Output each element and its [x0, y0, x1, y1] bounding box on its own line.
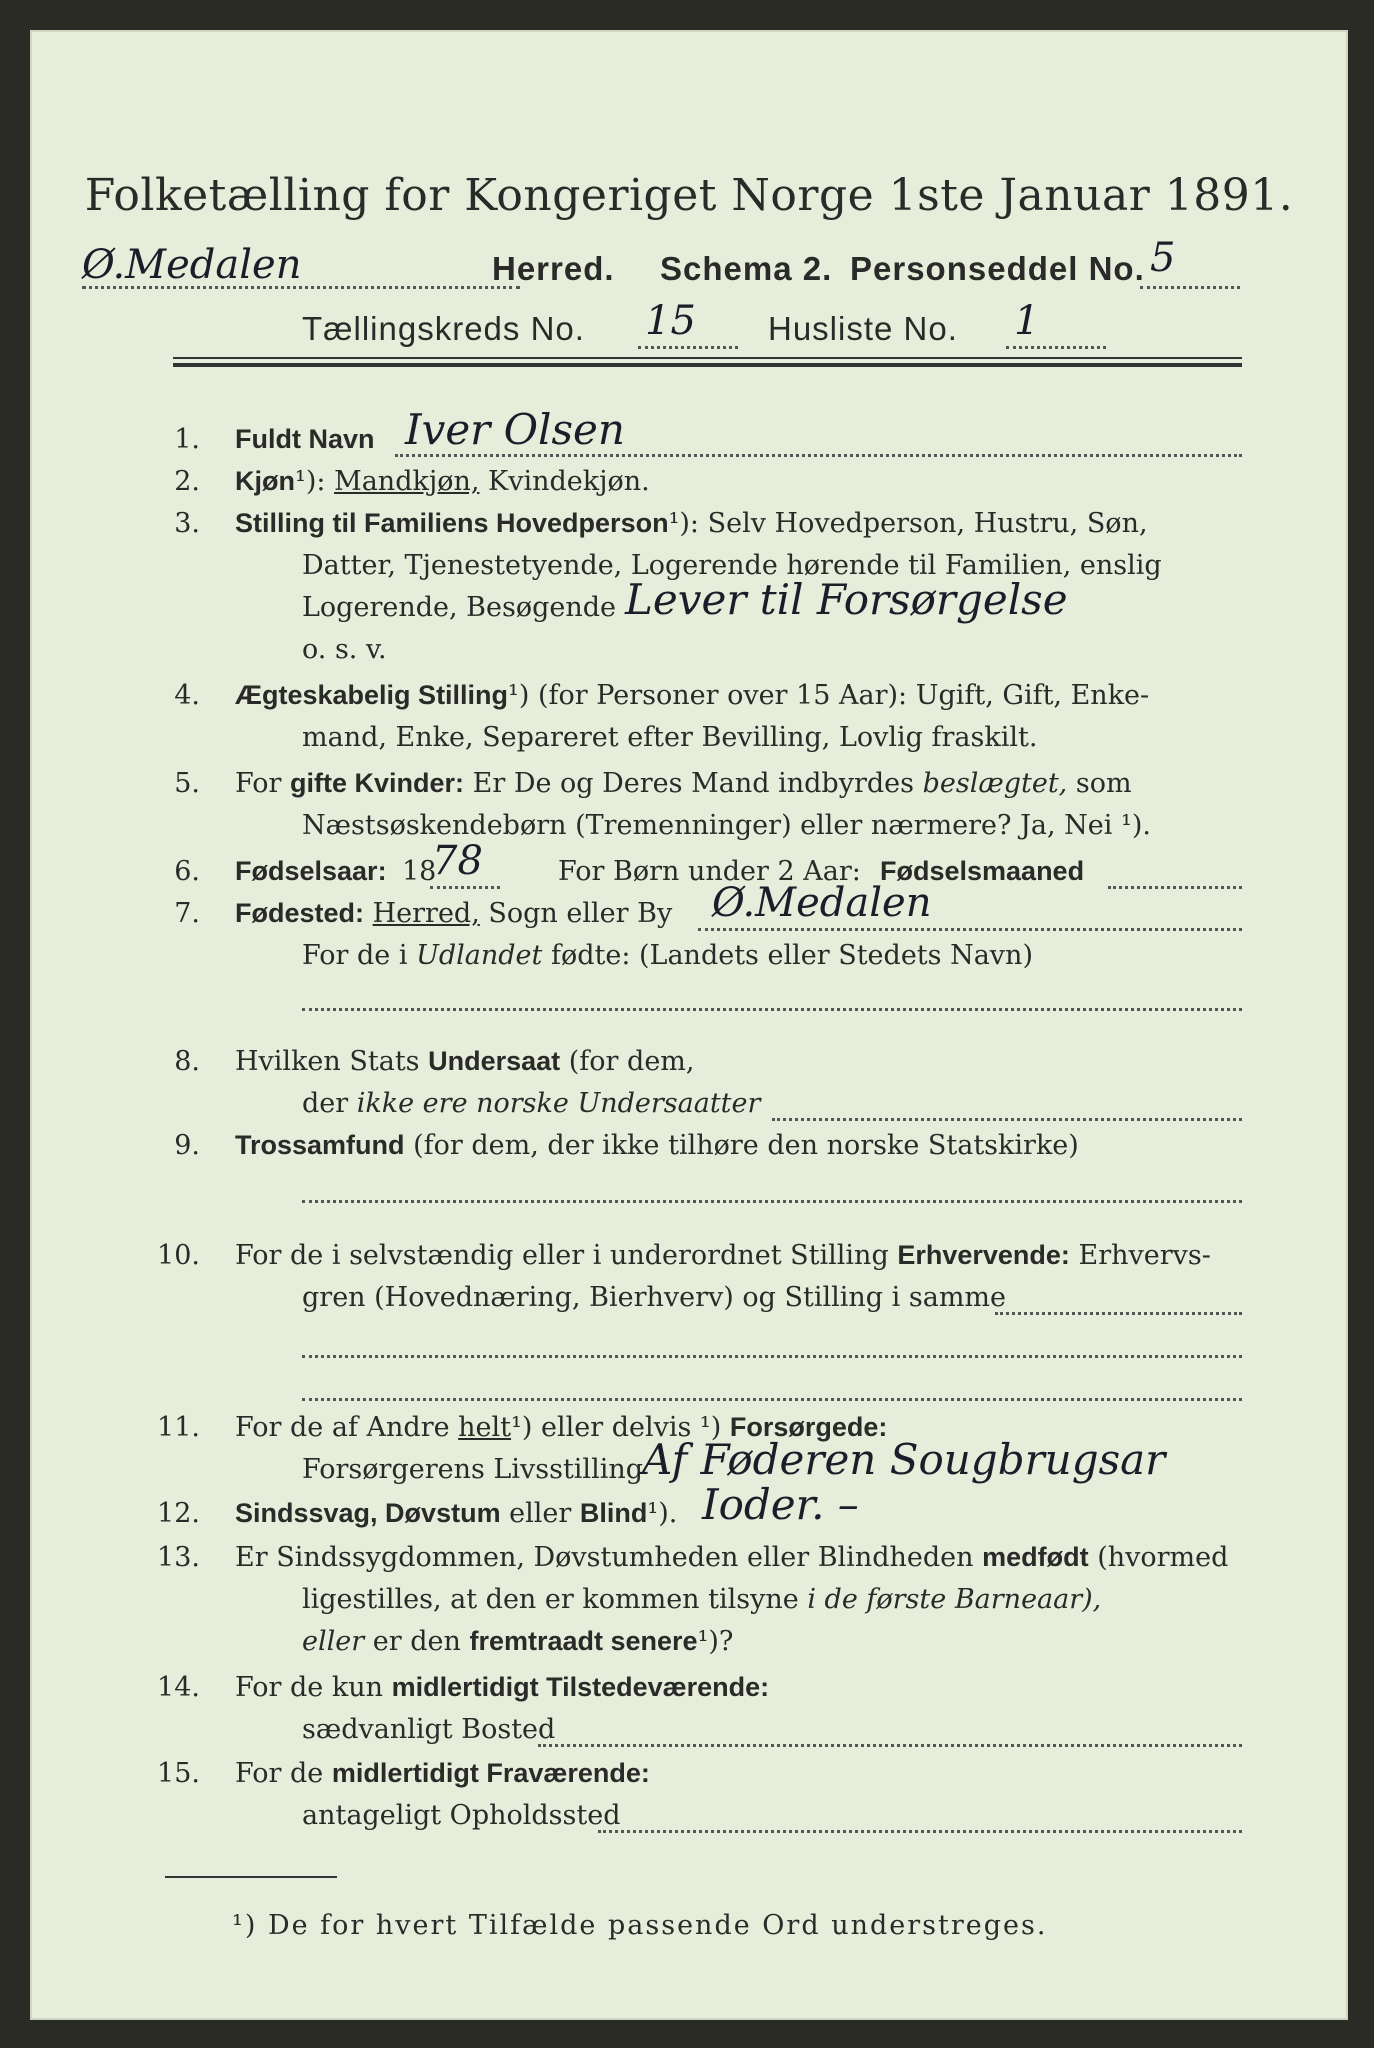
q2-line: [235, 466, 650, 497]
q10-dotted-line-2: [302, 1355, 1242, 1358]
husliste-label: Husliste No.: [768, 310, 958, 347]
husliste-handwritten: 1: [1014, 298, 1040, 344]
q10-dotted-line-1: [995, 1312, 1242, 1315]
q7-italic: Udlandet: [416, 940, 543, 971]
q13-text1: Er Sindssygdommen, Døvstumheden eller Blindheden: [235, 1542, 974, 1573]
q2-number: 2.: [174, 466, 200, 497]
q5-line1: [235, 768, 1132, 799]
q11-number: 11.: [157, 1412, 200, 1443]
personseddel-label: Personseddel No.: [850, 250, 1145, 287]
q13-line3: [302, 1626, 733, 1657]
q5-italic: beslægtet,: [922, 768, 1068, 799]
q15-label: midlertidigt Fraværende:: [331, 1758, 650, 1788]
q2-sup: ¹):: [295, 466, 326, 497]
q6-label2: Fødselsmaaned: [880, 856, 1085, 886]
q15-dotted-line: [598, 1830, 1242, 1833]
q8-line2: [302, 1088, 760, 1119]
q5-number: 5.: [174, 768, 200, 799]
q13-line2: [302, 1584, 1101, 1615]
form-title: Folketælling for Kongeriget Norge 1ste Januar 1891.: [84, 170, 1294, 221]
q8-line1: [235, 1046, 694, 1077]
header-rule-bottom: [173, 363, 1242, 367]
q4-label: Ægteskabelig Stilling: [235, 680, 509, 710]
q6-month-dotted-line: [1108, 886, 1242, 889]
kreds-handwritten: 15: [645, 298, 696, 344]
q10-label: Erhvervende:: [897, 1240, 1070, 1270]
q3-line2: Datter, Tjenestetyende, Logerende hørende til Familien, enslig: [302, 550, 1162, 581]
q12-handwritten: Ioder. –: [702, 1480, 859, 1529]
q14-number: 14.: [157, 1672, 200, 1703]
q11-handwritten: Af Føderen Sougbrugsar: [642, 1435, 1166, 1484]
q14-line2: sædvanligt Bosted: [302, 1714, 556, 1745]
q8-text1b: (for dem,: [568, 1046, 695, 1077]
q7-number: 7.: [174, 898, 200, 929]
q3-text1: ¹): Selv Hovedperson, Hustru, Søn,: [668, 508, 1148, 539]
q13-text2: ligestilles, at den er kommen tilsyne: [302, 1584, 799, 1615]
herred-label: Herred.: [492, 250, 615, 287]
q10-text1b: Erhvervs-: [1078, 1240, 1211, 1271]
kreds-dotted-line: [638, 346, 738, 349]
q7-text2b: fødte: (Landets eller Stedets Navn): [550, 940, 1033, 971]
q5-text1b: som: [1075, 768, 1132, 799]
q4-text1: ¹) (for Personer over 15 Aar): Ugift, Gift, Enke-: [508, 680, 1150, 711]
footnote-rule: [165, 1876, 337, 1878]
q10-dotted-line-3: [302, 1398, 1242, 1401]
q7-foreign-dotted-line: [302, 1008, 1242, 1011]
q7-line1: [235, 898, 672, 929]
q13-label2: fremtraadt senere: [469, 1626, 698, 1656]
q6-text: For Børn under 2 Aar:: [558, 856, 861, 887]
q7-text: Sogn eller By: [488, 898, 673, 929]
q3-line4: o. s. v.: [302, 634, 387, 665]
q3-handwritten: Lever til Forsørgelse: [625, 575, 1068, 624]
q13-text3: er den: [372, 1626, 461, 1657]
q12-label: Sindssvag, Døvstum: [235, 1498, 501, 1528]
q13-number: 13.: [157, 1542, 200, 1573]
q6-year-dotted-line: [430, 886, 500, 889]
q11-text1: For de af Andre: [235, 1412, 450, 1443]
q13-italic: i de første Barneaar),: [807, 1584, 1102, 1615]
q13-italic2: eller: [302, 1626, 365, 1657]
q5-line2: Næstsøskendebørn (Tremenninger) eller nærmere? Ja, Nei ¹).: [302, 810, 1151, 841]
q5-label: gifte Kvinder:: [290, 768, 465, 798]
q6-handwritten-year: 78: [432, 838, 483, 884]
q2-option-mandkjon: Mandkjøn,: [334, 466, 480, 497]
q14-text1: For de kun: [235, 1672, 383, 1703]
q7-dotted-line: [698, 928, 1242, 931]
q8-number: 8.: [174, 1046, 200, 1077]
footnote: ¹) De for hvert Tilfælde passende Ord understreges.: [232, 1910, 1048, 1941]
q2-option-kvindekjon: Kvindekjøn.: [488, 466, 650, 497]
kreds-label: Tællingskreds No.: [302, 310, 585, 347]
q10-line2: gren (Hovednæring, Bierhverv) og Stilling i samme: [302, 1282, 1007, 1313]
q10-number: 10.: [157, 1240, 200, 1271]
q4-line1: [235, 680, 1149, 711]
q13-line1: [235, 1542, 1228, 1573]
q7-handwritten-place: Ø.Medalen: [712, 880, 932, 926]
q12-number: 12.: [157, 1498, 200, 1529]
q3-label: Stilling til Familiens Hovedperson: [235, 508, 669, 538]
q11-option-helt: helt: [458, 1412, 512, 1443]
q7-text2a: For de i: [302, 940, 408, 971]
header-rule-top: [173, 357, 1242, 359]
q4-line2: mand, Enke, Separeret efter Bevilling, Lovlig fraskilt.: [302, 722, 1038, 753]
q7-option-herred: Herred,: [372, 898, 480, 929]
q6-label: Fødselsaar:: [235, 856, 387, 886]
personseddel-dotted-line: [1140, 286, 1240, 289]
q15-text1: For de: [235, 1758, 324, 1789]
q9-text: (for dem, der ikke tilhøre den norske Statskirke): [413, 1130, 1079, 1161]
q14-dotted-line: [538, 1744, 1242, 1747]
q5-pre: For: [235, 768, 282, 799]
q4-number: 4.: [174, 680, 200, 711]
q6-number: 6.: [174, 856, 200, 887]
q3-line1: [235, 508, 1148, 539]
q8-dotted-line: [772, 1118, 1242, 1121]
q8-italic: ikke ere norske Undersaatter: [356, 1088, 761, 1119]
q8-label: Undersaat: [428, 1046, 561, 1076]
q15-line1: [235, 1758, 650, 1789]
q6-prefix: 18: [402, 856, 437, 887]
q5-text1: Er De og Deres Mand indbyrdes: [472, 768, 914, 799]
q12-sup: ¹).: [647, 1498, 678, 1529]
schema-label: Schema 2.: [660, 250, 833, 287]
q15-line2: antageligt Opholdssted: [302, 1800, 621, 1831]
q7-label: Fødested:: [235, 898, 365, 928]
personseddel-handwritten: 5: [1150, 235, 1176, 281]
q1-number: 1.: [174, 424, 200, 455]
q12-line1: [235, 1498, 677, 1529]
q12-text: eller: [509, 1498, 572, 1529]
q9-number: 9.: [174, 1130, 200, 1161]
husliste-dotted-line: [1006, 346, 1106, 349]
q10-text1: For de i selvstændig eller i underordnet Stilling: [235, 1240, 889, 1271]
q11-line2: Forsørgerens Livsstilling: [302, 1454, 644, 1485]
q15-number: 15.: [157, 1758, 200, 1789]
q3-line3: Logerende, Besøgende: [302, 592, 616, 623]
q13-text1b: (hvormed: [1097, 1542, 1229, 1573]
q13-label: medfødt: [982, 1542, 1089, 1572]
q1-handwritten-name: Iver Olsen: [405, 405, 625, 454]
q2-label: Kjøn: [235, 466, 295, 496]
q8-text1: Hvilken Stats: [235, 1046, 420, 1077]
q11-label: Forsørgede:: [729, 1412, 888, 1442]
q13-text3b: ¹)?: [697, 1626, 734, 1657]
q9-line1: [235, 1130, 1079, 1161]
q9-label: Trossamfund: [235, 1130, 405, 1160]
q11-text1b: ¹) eller delvis ¹): [511, 1412, 722, 1443]
q14-label: midlertidigt Tilstedeværende:: [391, 1672, 770, 1702]
q7-line2: [302, 940, 1033, 971]
census-form-page: [30, 30, 1348, 2020]
q8-text2: der: [302, 1088, 349, 1119]
q3-number: 3.: [174, 508, 200, 539]
q10-line1: [235, 1240, 1211, 1271]
q9-dotted-line: [302, 1200, 1242, 1203]
herred-handwritten: Ø.Medalen: [82, 242, 302, 288]
q14-line1: [235, 1672, 769, 1703]
q12-label2: Blind: [579, 1498, 648, 1528]
q1-label: Fuldt Navn: [235, 424, 375, 454]
q1-dotted-line: [395, 454, 1242, 457]
herred-dotted-line: [82, 286, 520, 289]
